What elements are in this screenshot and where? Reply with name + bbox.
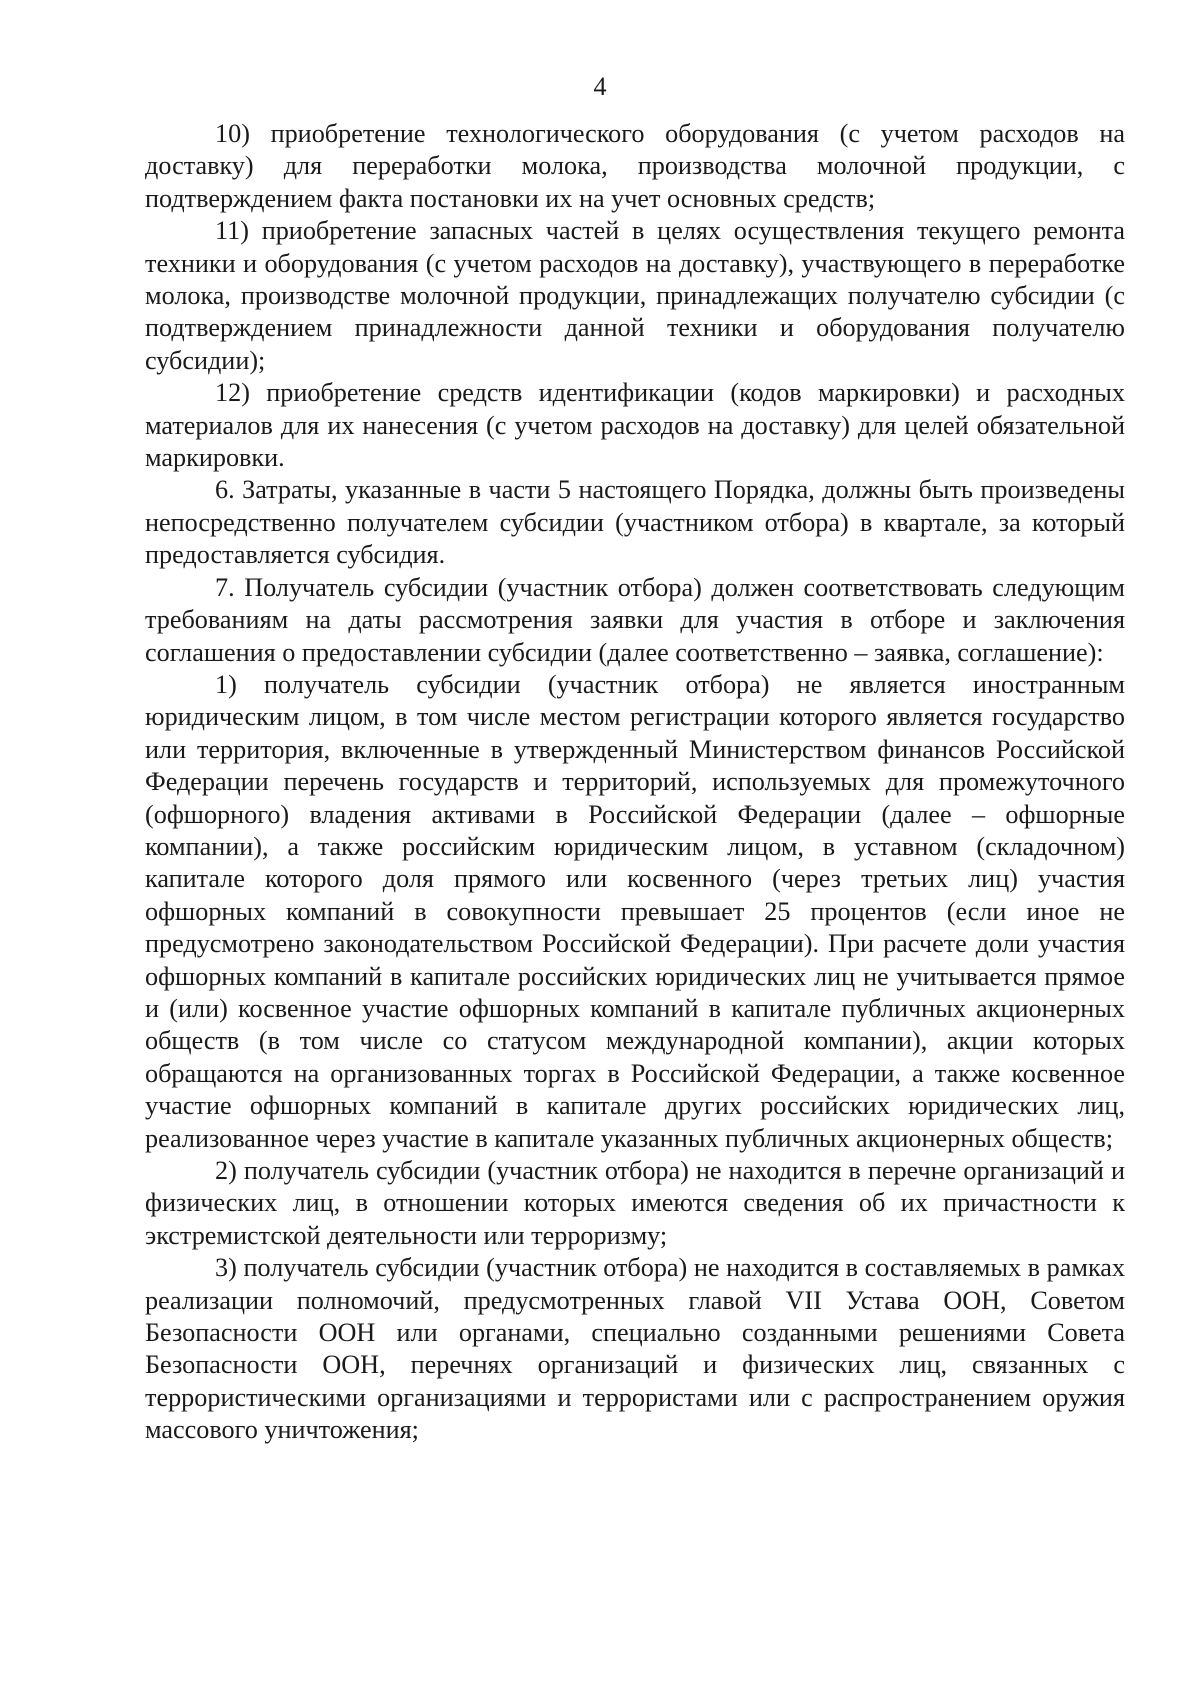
list-item-10-technological-equipment: 10) приобретение технологического оборудования (с учетом расходов на доставку) для переработки молока, производства молочной продукции, с подтверждением факта постановки их на учет основных средств; [145,119,1125,213]
requirement-1-offshore: 1) получатель субсидии (участник отбора) не является иностранным юридическим лицом, в том числе местом регистрации которого является государство или территория, включенные в утвержденный Министерством финансов Российской Федерации перечень государств и территорий, используемых для промежуточного (офшорного) владения активами в Российской Федерации (далее – офшорные компании), а также российским юридическим лицом, в уставном (складочном) капитале которого доля прямого или косвенного (через третьих лиц) участия офшорных компаний в совокупности превышает 25 процентов (если иное не предусмотрено законодательством Российской Федерации). При расчете доли участия офшорных компаний в капитале российских юридических лиц не учитывается прямое и (или) косвенное участие офшорных компаний в капитале публичных акционерных обществ (в том числе со статусом международной компании), акции которых обращаются на организованных торгах в Российской Федерации, а также косвенное участие офшорных компаний в капитале других российских юридических лиц, реализованное через участие в капитале указанных публичных акционерных обществ; [145,669,1125,1153]
requirement-3-un-lists: 3) получатель субсидии (участник отбора) не находится в составляемых в рамках реализации полномочий, предусмотренных главой VII Устава ООН, Советом Безопасности ООН или органами, специально созданными решениями Совета Безопасности ООН, перечнях организаций и физических лиц, связанных с террористическими организациями и террористами или с распространением оружия массового уничтожения; [145,1253,1125,1445]
section-6-expenses: 6. Затраты, указанные в части 5 настоящего Порядка, должны быть произведены непосредственно получателем субсидии (участником отбора) в квартале, за который предоставляется субсидия. [145,475,1125,570]
list-item-11-spare-parts: 11) приобретение запасных частей в целях осуществления текущего ремонта техники и оборудования (с учетом расходов на доставку), участвующего в переработке молока, производстве молочной продукции, принадлежащих получателю субсидии (с подтверждением принадлежности данной техники и оборудования получателю субсидии); [145,216,1125,375]
list-item-12-identification-means: 12) приобретение средств идентификации (кодов маркировки) и расходных материалов для их нанесения (с учетом расходов на доставку) для целей обязательной маркировки. [145,378,1125,473]
section-7-requirements: 7. Получатель субсидии (участник отбора) должен соответствовать следующим требованиям на даты рассмотрения заявки для участия в отборе и заключения соглашения о предоставлении субсидии (далее соответственно – заявка, соглашение): [145,572,1125,667]
document-body [145,118,1125,1447]
page-number: 4 [593,72,607,101]
requirement-2-extremism-list: 2) получатель субсидии (участник отбора) не находится в перечне организаций и физических лиц, в отношении которых имеются сведения об их причастности к экстремистской деятельности или терроризму; [145,1156,1125,1250]
